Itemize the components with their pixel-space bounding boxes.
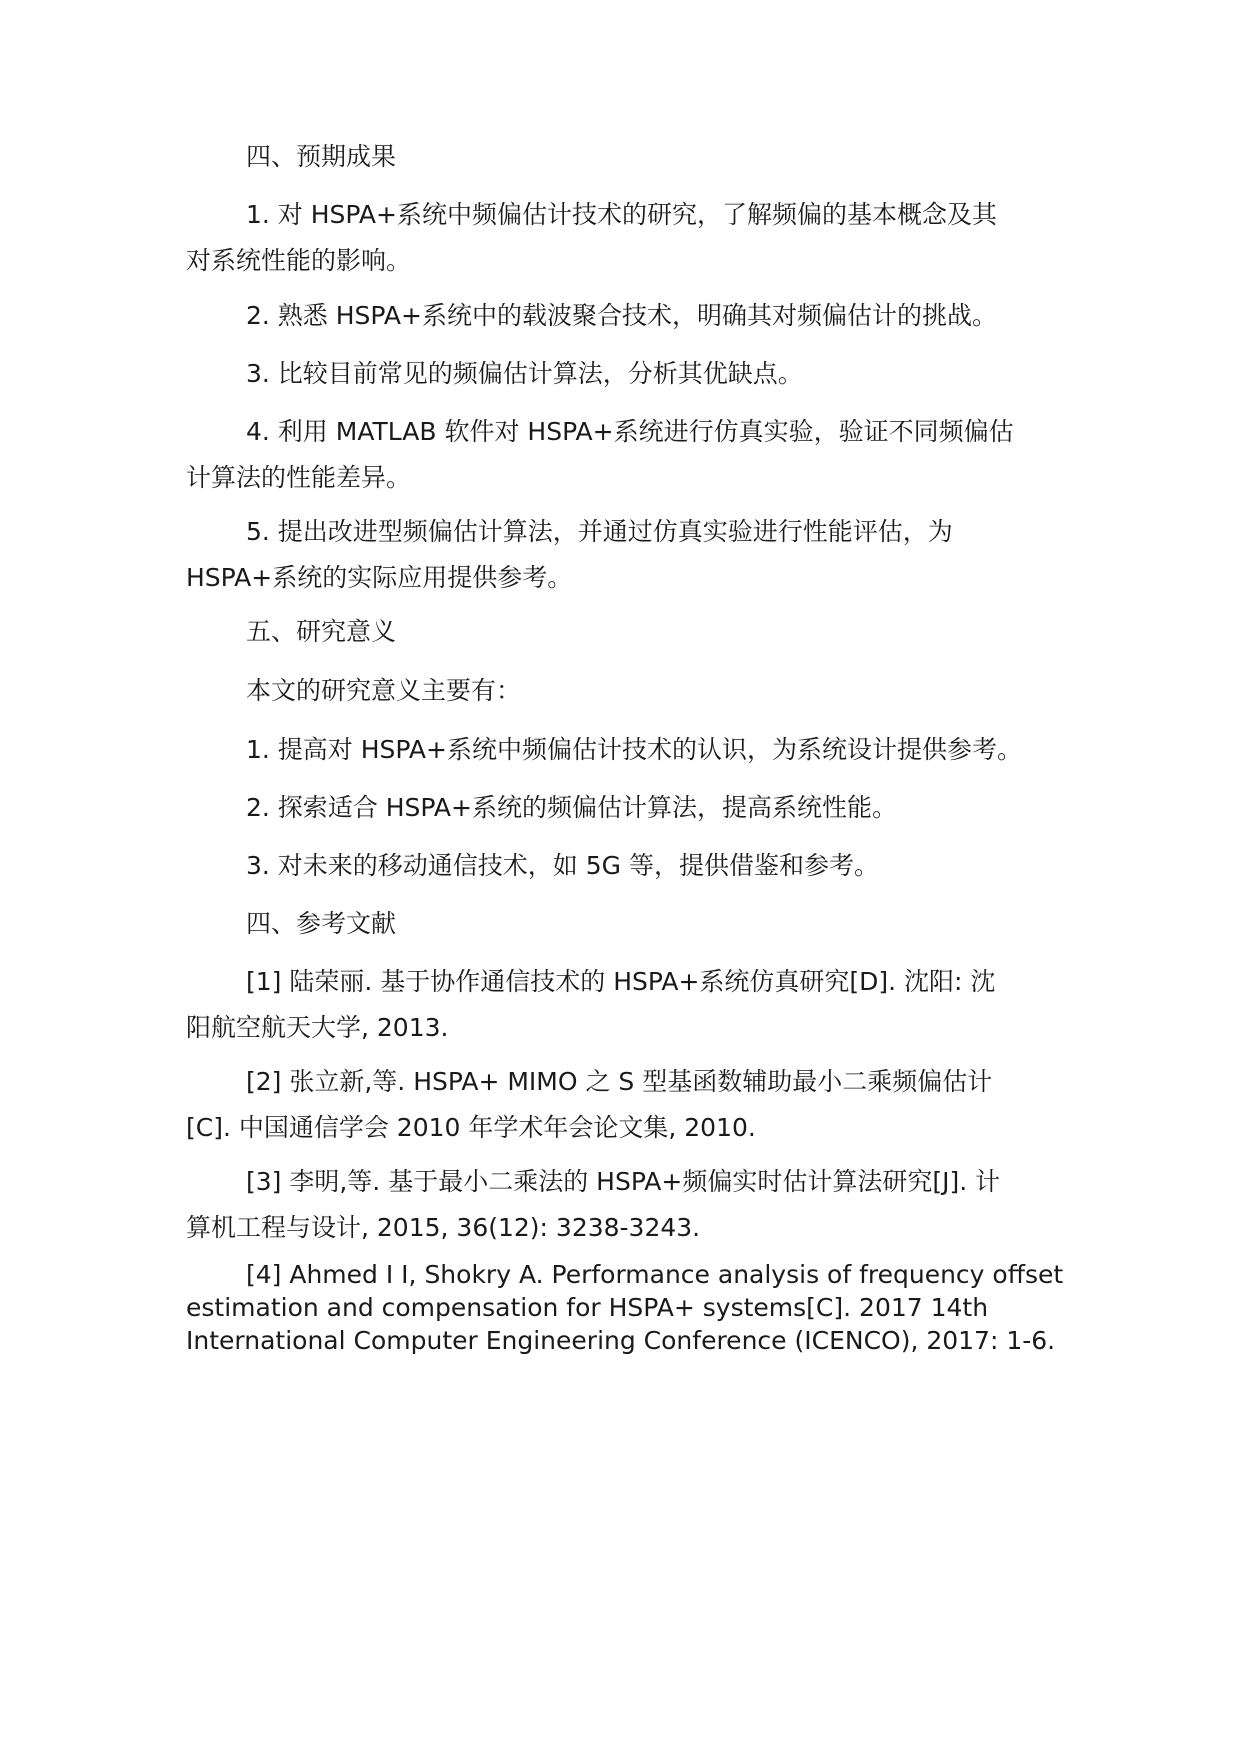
significance-intro xyxy=(186,668,1066,714)
section-heading: 五、研究意义 xyxy=(246,617,397,646)
expected-result-item-4 xyxy=(186,409,1066,501)
reference-line: 算机工程与设计, 2015, 36(12): 3238-3243. xyxy=(186,1213,701,1242)
reference-line: 阳航空航天大学, 2013. xyxy=(186,1013,449,1042)
paragraph-line: 1. 对 HSPA+系统中频偏估计技术的研究，了解频偏的基本概念及其 xyxy=(246,200,997,229)
significance-item-3 xyxy=(186,843,1066,889)
paragraph-line: 计算法的性能差异。 xyxy=(186,463,412,492)
expected-result-item-3 xyxy=(186,351,1066,397)
reference-item-1 xyxy=(186,959,1066,1051)
reference-line: [1] 陆荣丽. 基于协作通信技术的 HSPA+系统仿真研究[D]. 沈阳: 沈 xyxy=(246,967,996,996)
section-heading: 四、参考文献 xyxy=(246,909,397,938)
reference-line: [3] 李明,等. 基于最小二乘法的 HSPA+频偏实时估计算法研究[J]. 计 xyxy=(246,1167,1001,1196)
significance-item-1 xyxy=(186,727,1066,773)
paragraph-line: 本文的研究意义主要有： xyxy=(246,676,522,705)
reference-line: [4] Ahmed I I, Shokry A. Performance analysis of frequency offset xyxy=(246,1260,1064,1289)
paragraph-line: 3. 比较目前常见的频偏估计算法，分析其优缺点。 xyxy=(246,359,803,388)
reference-item-4 xyxy=(186,1258,1066,1357)
paragraph-line: 3. 对未来的移动通信技术，如 5G 等，提供借鉴和参考。 xyxy=(246,851,879,880)
paragraph-line: HSPA+系统的实际应用提供参考。 xyxy=(186,563,573,592)
paragraph-line: 5. 提出改进型频偏估计算法，并通过仿真实验进行性能评估，为 xyxy=(246,517,953,546)
significance-item-2 xyxy=(186,785,1066,831)
expected-results-heading xyxy=(186,134,1066,180)
paragraph-line: 2. 熟悉 HSPA+系统中的载波聚合技术，明确其对频偏估计的挑战。 xyxy=(246,301,997,330)
paragraph-line: 4. 利用 MATLAB 软件对 HSPA+系统进行仿真实验，验证不同频偏估 xyxy=(246,417,1014,446)
expected-result-item-5 xyxy=(186,509,1066,601)
paragraph-line: 对系统性能的影响。 xyxy=(186,246,412,275)
paragraph-line: 2. 探索适合 HSPA+系统的频偏估计算法，提高系统性能。 xyxy=(246,793,897,822)
significance-heading xyxy=(186,609,1066,655)
expected-result-item-2 xyxy=(186,293,1066,339)
paragraph-line: 1. 提高对 HSPA+系统中频偏估计技术的认识，为系统设计提供参考。 xyxy=(246,735,1022,764)
reference-line: [2] 张立新,等. HSPA+ MIMO 之 S 型基函数辅助最小二乘频偏估计 xyxy=(246,1067,993,1096)
reference-item-2 xyxy=(186,1059,1066,1151)
expected-result-item-1 xyxy=(186,192,1066,284)
reference-line: [C]. 中国通信学会 2010 年学术年会论文集, 2010. xyxy=(186,1113,756,1142)
reference-line: estimation and compensation for HSPA+ systems[C]. 2017 14th xyxy=(186,1293,989,1322)
section-heading: 四、预期成果 xyxy=(246,142,397,171)
reference-line: International Computer Engineering Conference (ICENCO), 2017: 1-6. xyxy=(186,1326,1056,1355)
references-heading xyxy=(186,901,1066,947)
reference-item-3 xyxy=(186,1159,1066,1251)
